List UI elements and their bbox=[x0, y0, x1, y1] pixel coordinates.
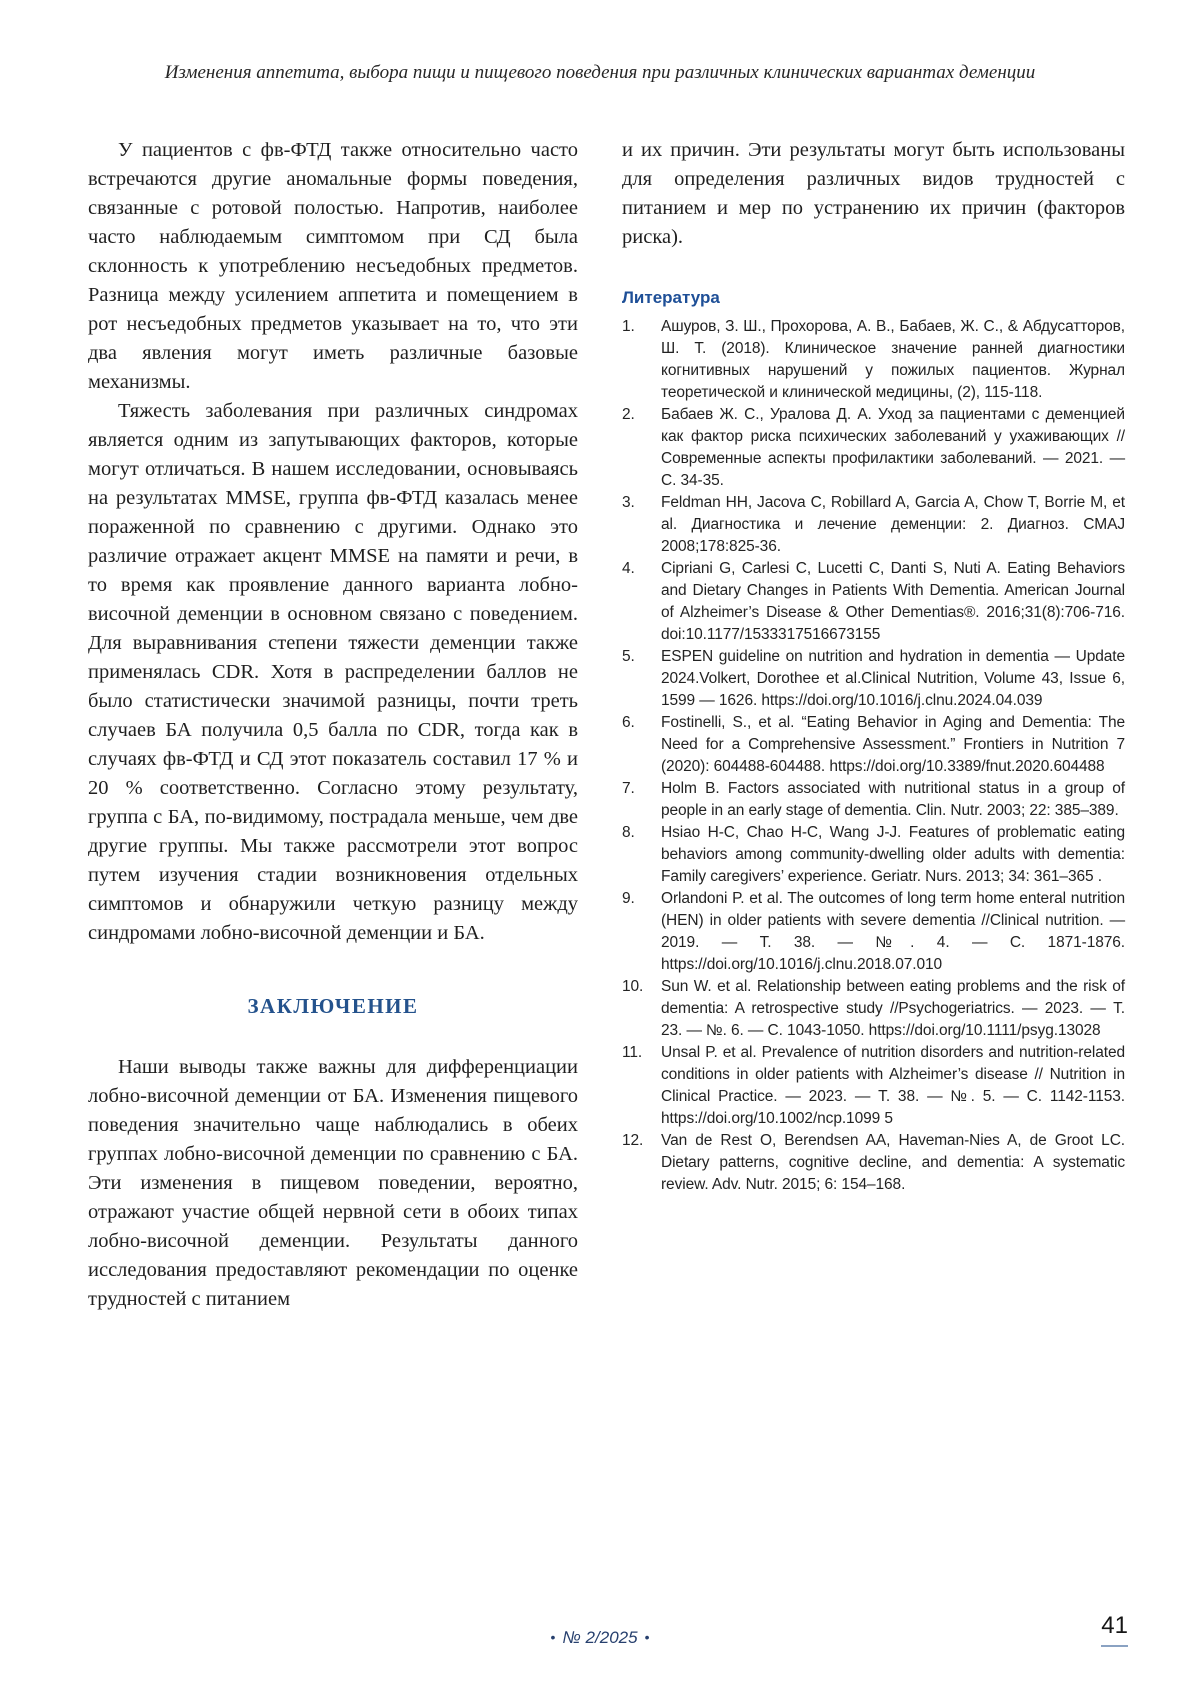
running-head-title: Изменения аппетита, выбора пищи и пищевого поведения при различных клинических вариантах деменции bbox=[164, 62, 1036, 83]
reference-number: 1. bbox=[622, 318, 635, 335]
reference-text: Sun W. et al. Relationship between eating problems and the risk of dementia: A retrospective study //Psychogeriatrics. — 2023. — Т. 23. — №. 6. — С. 1043-1050. https://doi.org/10.1111/psyg.13028 bbox=[661, 978, 1125, 1039]
left-column bbox=[88, 136, 578, 1314]
reference-item bbox=[622, 778, 1125, 822]
references-heading: Литература bbox=[622, 288, 720, 307]
reference-text: Ашуров, З. Ш., Прохорова, А. В., Бабаев, Ж. С., & Абдусатторов, Ш. Т. (2018). Клиническое значение ранней диагностики когнитивных нарушений у пожилых пациентов. Журнал теоретической и клинической медицины, (2), 115-118. bbox=[661, 318, 1125, 401]
reference-number: 12. bbox=[622, 1132, 644, 1149]
reference-item bbox=[622, 976, 1125, 1042]
footer-bullet-right: • bbox=[644, 1629, 650, 1645]
reference-text: Fostinelli, S., et al. “Eating Behavior in Aging and Dementia: The Need for a Comprehensive Assessment.” Frontiers in Nutrition 7 (2020): 604488-604488. https://doi.org/10.3389/fnut.2020.604488 bbox=[661, 714, 1125, 775]
reference-text: Orlandoni P. et al. The outcomes of long term home enteral nutrition (HEN) in older patients with severe dementia //Clinical nutrition. — 2019. — Т. 38. — №. 4. — С. 1871-1876. https://doi.org/10.1016/j.clnu.2018.07.010 bbox=[661, 890, 1125, 973]
body-paragraph-2: Тяжесть заболевания при различных синдромах является одним из запутывающих факторов, которые могут отличаться. В нашем исследовании, основываясь на результатах MMSE, группа фв-ФТД казалась менее пораженной по сравнению с другими. Однако это различие отражает акцент MMSE на памяти и речи, в то время как проявление данного варианта лобно-височной деменции в основном связано с поведением. Для выравнивания степени тяжести деменции также применялась CDR. Хотя в распределении баллов не было статистически значимой разницы, почти треть случаев БА получила 0,5 балла по CDR, тогда как в случаях фв-ФТД и СД этот показатель составил 17 % и 20 % соответственно. Согласно этому результату, группа с БА, по-видимому, пострадала меньше, чем две другие группы. Мы также рассмотрели этот вопрос путем изучения стадии возникновения отдельных симптомов и обнаружили четкую разницу между синдромами лобно-височной деменции и БА. bbox=[88, 400, 578, 944]
footer-issue-line bbox=[0, 1628, 1200, 1648]
reference-text: Unsal P. et al. Prevalence of nutrition disorders and nutrition-related conditions in older patients with Alzheimer’s disease // Nutrition in Clinical Practice. — 2023. — Т. 38. — №. 5. — С. 1142-1153. https://doi.org/10.1002/ncp.1099 5 bbox=[661, 1044, 1125, 1127]
reference-item bbox=[622, 1042, 1125, 1130]
reference-number: 5. bbox=[622, 648, 635, 665]
reference-number: 7. bbox=[622, 780, 635, 797]
reference-text: ESPEN guideline on nutrition and hydration in dementia — Update 2024.Volkert, Dorothee et al.Clinical Nutrition, Volume 43, Issue 6, 1599 — 1626. https://doi.org/10.1016/j.clnu.2024.04.039 bbox=[661, 648, 1125, 709]
reference-text: Бабаев Ж. С., Уралова Д. А. Уход за пациентами с деменцией как фактор риска психических заболеваний у ухаживающих // Современные аспекты профилактики заболеваний. — 2021. — С. 34-35. bbox=[661, 406, 1125, 489]
right-column bbox=[622, 136, 1125, 1196]
footer-issue-label: № 2/2025 bbox=[562, 1628, 638, 1647]
conclusion-heading: ЗАКЛЮЧЕНИЕ bbox=[247, 994, 419, 1018]
reference-text: Feldman HH, Jacova C, Robillard A, Garcia A, Chow T, Borrie M, et al. Диагностика и лечение деменции: 2. Диагноз. CMAJ 2008;178:825-36. bbox=[661, 494, 1125, 555]
references-list bbox=[622, 316, 1125, 1196]
reference-item bbox=[622, 888, 1125, 976]
reference-text: Van de Rest O, Berendsen AA, Haveman-Nies A, de Groot LC. Dietary patterns, cognitive decline, and dementia: A systematic review. Adv. Nutr. 2015; 6: 154–168. bbox=[661, 1132, 1125, 1193]
reference-item bbox=[622, 404, 1125, 492]
continuation-paragraph: и их причин. Эти результаты могут быть использованы для определения различных видов трудностей с питанием и мер по устранению их причин (факторов риска). bbox=[622, 139, 1125, 248]
reference-text: Hsiao H-C, Chao H-C, Wang J-J. Features of problematic eating behaviors among community-dwelling older adults with dementia: Family caregivers’ experience. Geriatr. Nurs. 2013; 34: 361–365 . bbox=[661, 824, 1125, 885]
reference-item bbox=[622, 822, 1125, 888]
reference-number: 10. bbox=[622, 978, 644, 995]
page-number: 41 bbox=[1101, 1612, 1128, 1647]
reference-number: 8. bbox=[622, 824, 635, 841]
reference-item bbox=[622, 492, 1125, 558]
reference-item bbox=[622, 646, 1125, 712]
reference-number: 9. bbox=[622, 890, 635, 907]
reference-number: 11. bbox=[622, 1044, 643, 1061]
reference-number: 3. bbox=[622, 494, 635, 511]
footer-bullet-left: • bbox=[550, 1629, 556, 1645]
reference-number: 4. bbox=[622, 560, 635, 577]
reference-item bbox=[622, 712, 1125, 778]
reference-item bbox=[622, 1130, 1125, 1196]
reference-item bbox=[622, 558, 1125, 646]
reference-number: 6. bbox=[622, 714, 635, 731]
body-paragraph-1: У пациентов с фв-ФТД также относительно часто встречаются другие аномальные формы поведения, связанные с ротовой полостью. Напротив, наиболее часто наблюдаемым симптомом при СД была склонность к употреблению несъедобных предметов. Разница между усилением аппетита и помещением в рот несъедобных предметов указывает на то, что эти два явления могут иметь различные базовые механизмы. bbox=[88, 139, 578, 393]
reference-number: 2. bbox=[622, 406, 635, 423]
conclusion-paragraph: Наши выводы также важны для дифференциации лобно-височной деменции от БА. Изменения пищевого поведения значительно чаще наблюдались в обеих группах лобно-височной деменции по сравнению с БА. Эти изменения в пищевом поведении, вероятно, отражают участие общей нервной сети в обоих типах лобно-височной деменции. Результаты данного исследования предоставляют рекомендации по оценке трудностей с питанием bbox=[88, 1056, 578, 1310]
reference-item bbox=[622, 316, 1125, 404]
reference-text: Cipriani G, Carlesi C, Lucetti C, Danti S, Nuti A. Eating Behaviors and Dietary Changes in Patients With Dementia. American Journal of Alzheimer’s Disease & Other Dementias®. 2016;31(8):706-716. doi:10.1177/1533317516673155 bbox=[661, 560, 1125, 643]
reference-text: Holm B. Factors associated with nutritional status in a group of people in an early stage of dementia. Clin. Nutr. 2003; 22: 385–389. bbox=[661, 780, 1125, 819]
